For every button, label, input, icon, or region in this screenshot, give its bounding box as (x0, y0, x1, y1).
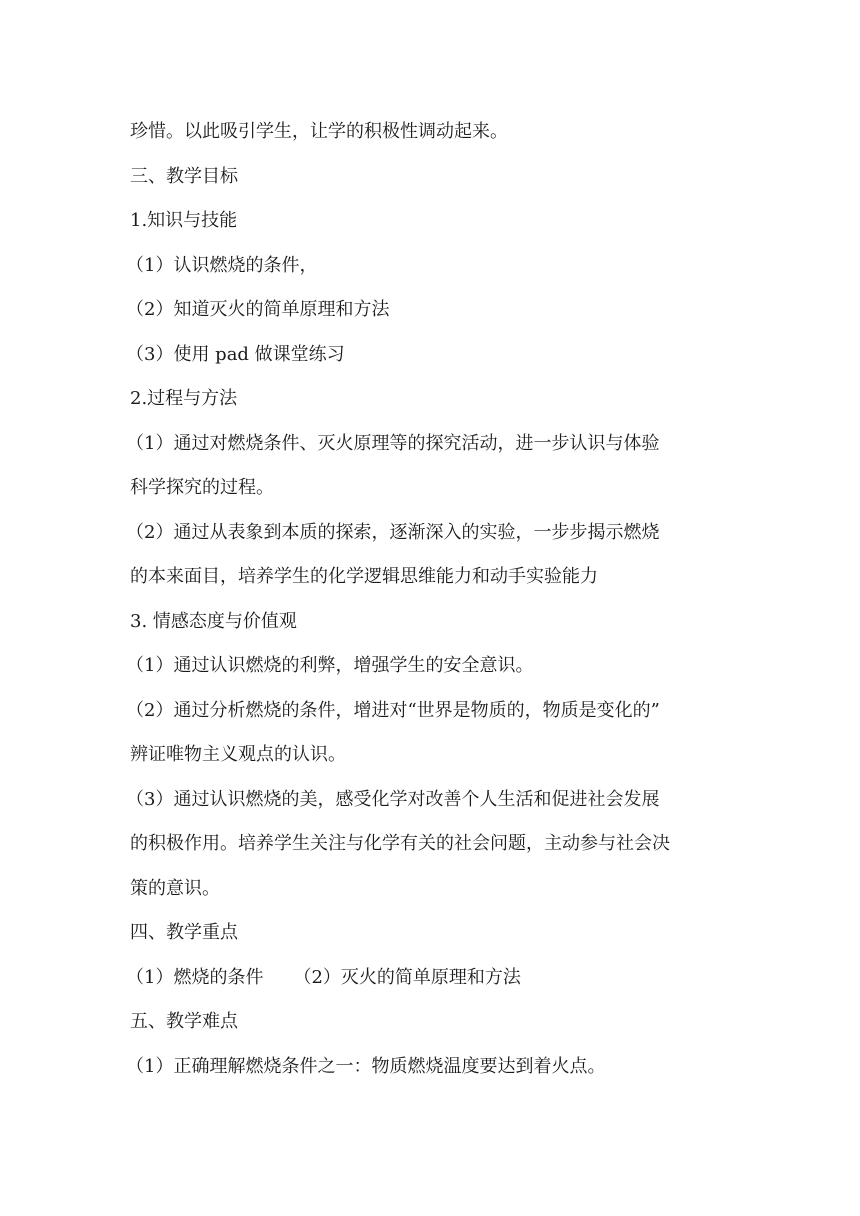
process-item-2-line-1: （2）通过从表象到本质的探索，逐渐深入的实验，一步步揭示燃烧 (126, 521, 660, 543)
emotion-item-1: （1）通过认识燃烧的利弊，增强学生的安全意识。 (126, 655, 534, 676)
knowledge-item-3: （3）使用 pad 做课堂练习 (126, 343, 345, 365)
emotion-item-3-line-2: 的积极作用。培养学生关注与化学有关的社会问题，主动参与社会决 (130, 833, 670, 854)
key-point-2: （2）灭火的简单原理和方法 (293, 966, 521, 988)
emotion-item-3-line-3: 策的意识。 (130, 877, 220, 899)
intro-tail-text: 珍惜。以此吸引学生，让学的积极性调动起来。 (130, 121, 508, 142)
process-item-1-line-2: 科学探究的过程。 (130, 477, 274, 498)
document-body (126, 110, 730, 1089)
emotion-values-heading: 3. 情感态度与价值观 (130, 610, 297, 632)
section-5-heading: 五、教学难点 (130, 1011, 238, 1032)
section-3-heading: 三、教学目标 (130, 165, 238, 187)
process-item-2-line-2: 的本来面目，培养学生的化学逻辑思维能力和动手实验能力 (130, 566, 598, 587)
difficulty-item-1: （1）正确理解燃烧条件之一：物质燃烧温度要达到着火点。 (126, 1055, 606, 1077)
knowledge-skills-heading: 1.知识与技能 (130, 210, 238, 231)
emotion-item-2-line-1: （2）通过分析燃烧的条件，增进对“世界是物质的，物质是变化的” (126, 699, 660, 721)
emotion-item-2-line-2: 辨证唯物主义观点的认识。 (130, 744, 346, 765)
emotion-item-3-line-1: （3）通过认识燃烧的美，感受化学对改善个人生活和促进社会发展 (126, 788, 660, 810)
process-method-heading: 2.过程与方法 (130, 388, 238, 409)
key-points-line (126, 956, 730, 1001)
process-item-1-line-1: （1）通过对燃烧条件、灭火原理等的探究活动，进一步认识与体验 (126, 432, 660, 454)
section-4-heading: 四、教学重点 (130, 922, 238, 943)
knowledge-item-2: （2）知道灭火的简单原理和方法 (126, 299, 390, 320)
key-point-1: （1）燃烧的条件 (126, 966, 264, 988)
knowledge-item-1: （1）认识燃烧的条件， (126, 254, 318, 276)
